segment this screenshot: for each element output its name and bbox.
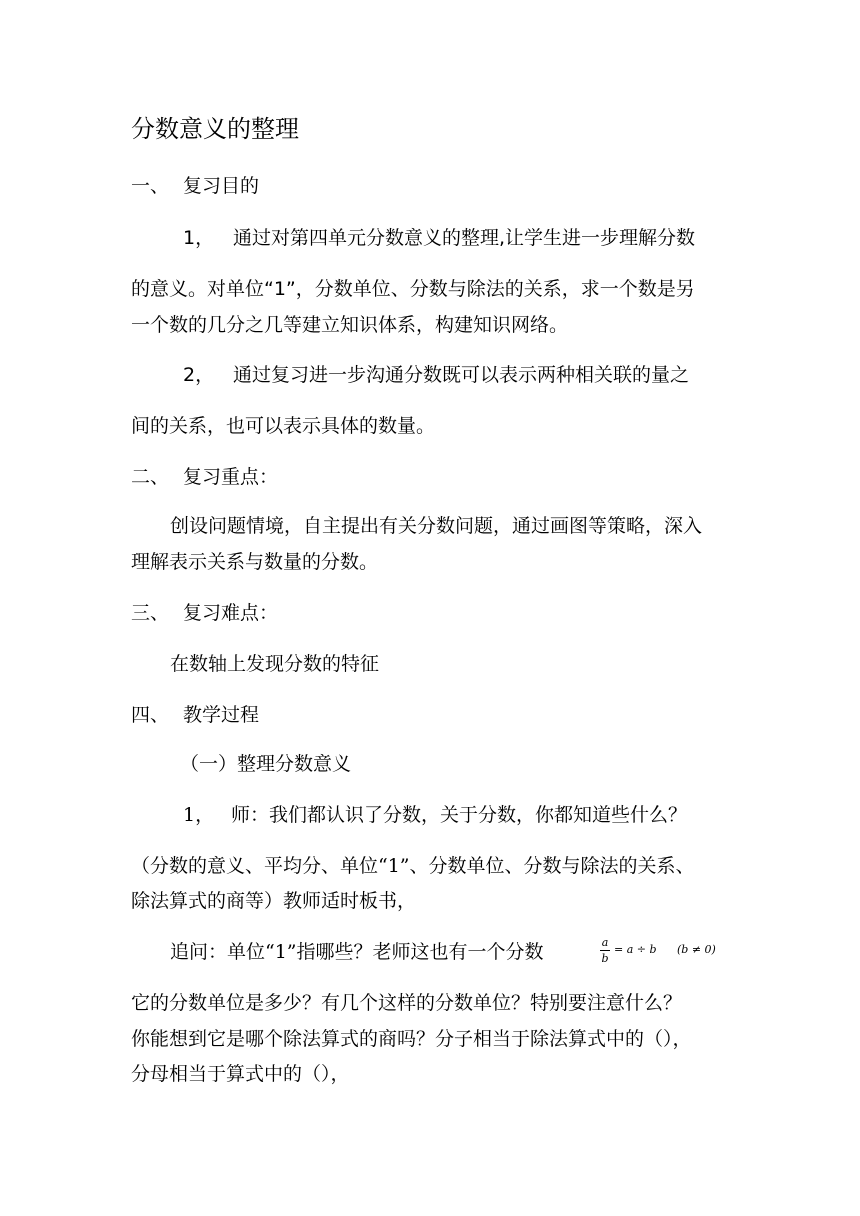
section-title: 复习难点： (183, 602, 279, 624)
section-heading-4 (131, 703, 259, 727)
section-heading-2 (131, 465, 278, 489)
section-number: 四、 (131, 704, 170, 726)
followup-line-4: 分母相当于算式中的（）， (131, 1063, 350, 1085)
goal-number: 1， (183, 227, 215, 249)
fraction-numerator: a (601, 936, 609, 949)
followup-line-3: 你能想到它是哪个除法算式的商吗？分子相当于除法算式中的（）， (131, 1028, 692, 1050)
goal-1-line-3: 一个数的几分之几等建立知识体系，构建知识网络。 (131, 314, 569, 336)
goal-2-line-1 (183, 363, 689, 387)
item-number: 1， (183, 804, 215, 826)
key-points-line-2: 理解表示关系与数量的分数。 (131, 551, 379, 573)
process-item-1-line-3: 除法算式的商等）教师适时板书， (131, 890, 417, 912)
followup-line-1: 追问：单位“1”指哪些？老师这也有一个分数 (170, 941, 544, 963)
fraction-bar (600, 950, 610, 951)
goal-1-line-1 (183, 226, 695, 250)
document-title: 分数意义的整理 (131, 115, 299, 143)
section-number: 二、 (131, 466, 170, 488)
goal-number: 2， (183, 364, 215, 386)
section-title: 教学过程 (183, 704, 260, 726)
followup-line-2: 它的分数单位是多少？有几个这样的分数单位？特别要注意什么？ (131, 992, 683, 1014)
fraction (599, 936, 611, 965)
fraction-denominator: b (601, 952, 609, 965)
section-title: 复习重点： (183, 466, 279, 488)
key-points-line-1: 创设问题情境，自主提出有关分数问题，通过画图等策略，深入 (170, 515, 703, 537)
formula-condition: (b ≠ 0) (677, 943, 716, 956)
process-subheading: （一）整理分数意义 (180, 753, 352, 775)
process-item-1-line-1 (183, 803, 687, 827)
difficulty-text: 在数轴上发现分数的特征 (170, 653, 380, 675)
goal-text: 通过对第四单元分数意义的整理,让学生进一步理解分数 (233, 227, 696, 249)
section-number: 一、 (131, 175, 170, 197)
section-heading-1 (131, 174, 259, 198)
item-text: 师：我们都认识了分数，关于分数，你都知道些什么？ (231, 804, 688, 826)
goal-1-line-2: 的意义。对单位“1”，分数单位、分数与除法的关系，求一个数是另 (131, 278, 695, 300)
formula-equals: = a ÷ b (614, 943, 657, 956)
process-item-1-line-2: （分数的意义、平均分、单位“1”、分数单位、分数与除法的关系、 (131, 855, 695, 877)
goal-2-line-2: 间的关系，也可以表示具体的数量。 (131, 415, 436, 437)
section-heading-3 (131, 601, 278, 625)
section-number: 三、 (131, 602, 170, 624)
section-title: 复习目的 (183, 175, 260, 197)
goal-text: 通过复习进一步沟通分数既可以表示两种相关联的量之 (233, 364, 690, 386)
